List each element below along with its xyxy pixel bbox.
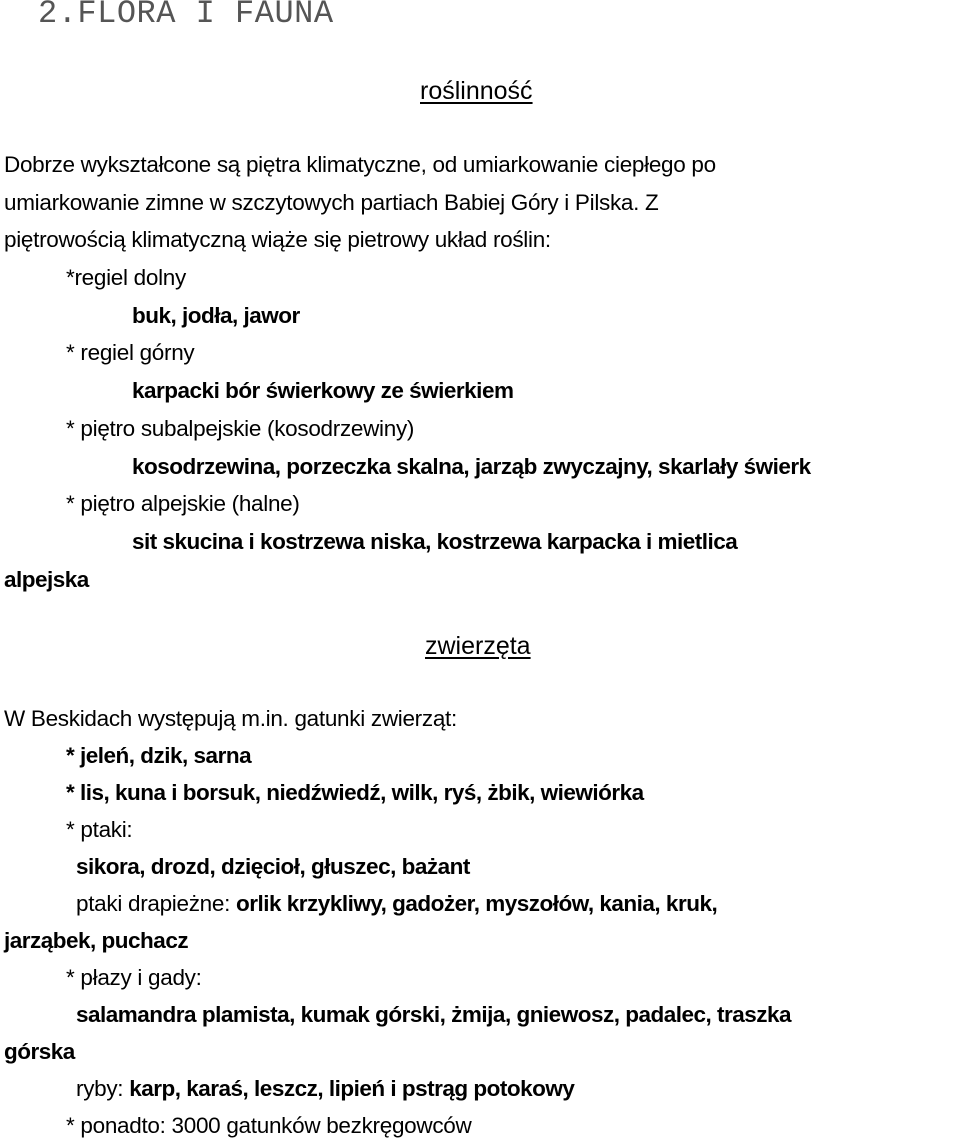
- zone-plants-subalpejskie: kosodrzewina, porzeczka skalna, jarząb zwyczajny, skarlały świerk: [132, 453, 811, 479]
- zone-plants-regiel-gorny: karpacki bór świerkowy ze świerkiem: [132, 378, 514, 404]
- zone-name-subalpejskie: * piętro subalpejskie (kosodrzewiny): [66, 415, 415, 441]
- raptors-list-cont: jarząbek, puchacz: [4, 928, 189, 953]
- fauna-line-mammals: * lis, kuna i borsuk, niedźwiedź, wilk, ryś, żbik, wiewiórka: [66, 780, 644, 805]
- raptors-line: [4, 885, 956, 922]
- zone-name-regiel-gorny: * regiel górny: [66, 340, 195, 366]
- section-heading-fauna: zwierzęta: [425, 632, 531, 660]
- fish-line: [4, 1070, 956, 1107]
- raptors-label: ptaki drapieżne:: [76, 891, 237, 916]
- fauna-other: * ponadto: 3000 gatunków bezkręgowców: [66, 1113, 472, 1138]
- amphibians-list-cont: górska: [4, 1039, 75, 1064]
- fauna-line-ungulates: * jeleń, dzik, sarna: [66, 743, 252, 768]
- zone-plants-alpejskie: sit skucina i kostrzewa niska, kostrzewa karpacka i mietlica: [132, 528, 738, 554]
- flora-intro-line-2: umiarkowanie zimne w szczytowych partiach Babiej Góry i Pilska. Z: [4, 189, 659, 215]
- birds-list: sikora, drozd, dzięcioł, głuszec, bażant: [76, 854, 470, 879]
- zone-plants-regiel-dolny: buk, jodła, jawor: [132, 302, 300, 328]
- fish-label: ryby:: [76, 1076, 130, 1101]
- section-heading-flora: roślinność: [420, 77, 533, 105]
- raptors-list: orlik krzykliwy, gadożer, myszołów, kania, kruk,: [236, 891, 718, 916]
- flora-intro-line-3: piętrowością klimatyczną wiąże się pietrowy układ roślin:: [4, 227, 551, 253]
- zone-name-alpejskie: * piętro alpejskie (halne): [66, 491, 300, 517]
- zone-plants-alpejskie-cont: alpejska: [4, 566, 89, 592]
- flora-section: [4, 146, 956, 598]
- fish-list: karp, karaś, leszcz, lipień i pstrąg potokowy: [129, 1076, 575, 1101]
- amphibians-label: * płazy i gady:: [66, 965, 202, 990]
- birds-label: * ptaki:: [66, 817, 133, 842]
- fauna-section: [4, 700, 956, 1144]
- amphibians-list: salamandra plamista, kumak górski, żmija, gniewosz, padalec, traszka: [76, 1002, 792, 1027]
- zone-name-regiel-dolny: *regiel dolny: [66, 265, 186, 291]
- page-title: 2.FLORA I FAUNA: [38, 0, 334, 32]
- flora-intro-line-1: Dobrze wykształcone są piętra klimatyczne, od umiarkowanie ciepłego po: [4, 152, 716, 177]
- fauna-intro: W Beskidach występują m.in. gatunki zwierząt:: [4, 706, 457, 731]
